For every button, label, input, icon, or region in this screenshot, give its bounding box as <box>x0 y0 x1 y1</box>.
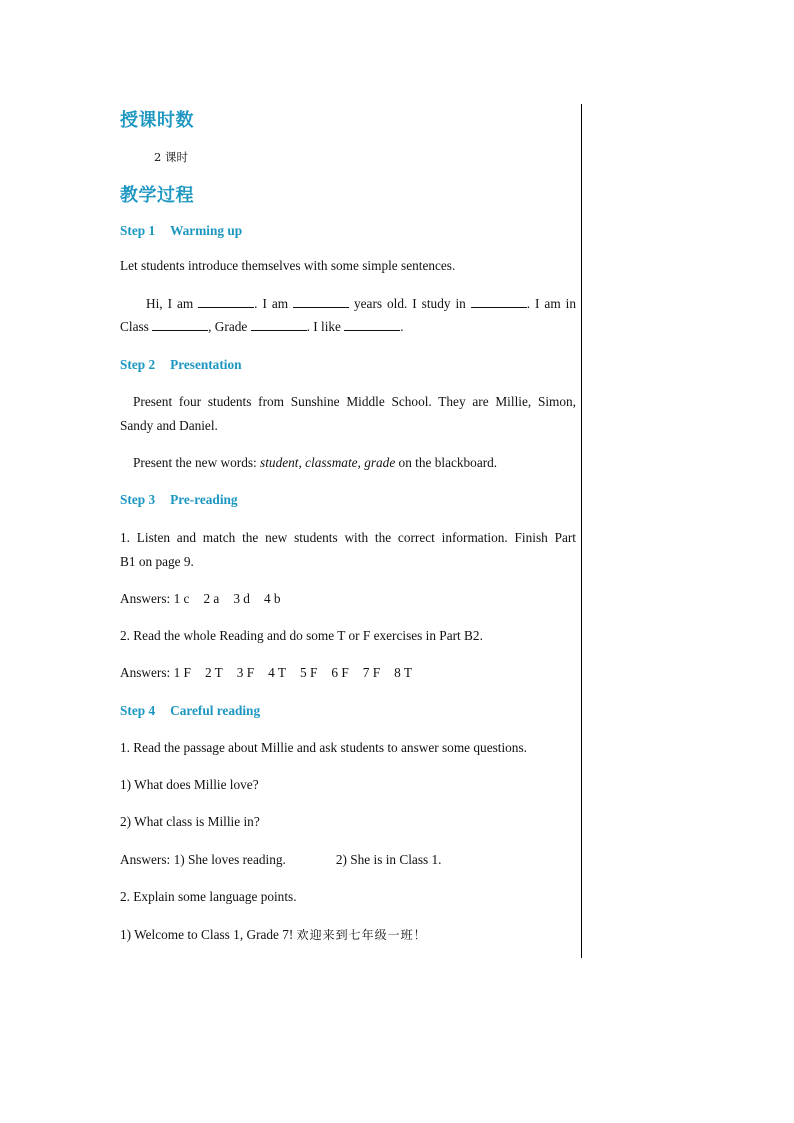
step4-subquestion2: 2) What class is Millie in? <box>120 814 260 829</box>
step4-subquestion1: 1) What does Millie love? <box>120 777 259 792</box>
step3-heading <box>120 492 576 508</box>
step4-number: Step 4 <box>120 703 156 718</box>
new-words: student, classmate, grade <box>260 455 396 470</box>
step4-language-point1: 1) Welcome to Class 1, Grade 7! 欢迎来到七年级一班！ <box>120 927 427 942</box>
step4-question2: 2. Explain some language points. <box>120 889 297 904</box>
step2-paragraph1-line2: Sandy and Daniel. <box>120 418 218 433</box>
step4-title: Careful reading <box>170 703 261 718</box>
step3-answers2: Answers: 1 F 2 T 3 F 4 T 5 F 6 F 7 F 8 T <box>120 665 413 680</box>
column-divider <box>581 104 582 958</box>
step1-title: Warming up <box>170 223 243 238</box>
step3-title: Pre-reading <box>170 492 238 507</box>
heading-teaching-process: 教学过程 <box>120 185 194 206</box>
step2-paragraph2: Present the new words: student, classmate, grade on the blackboard. <box>133 455 498 470</box>
step1-fill-line1: Hi, I am . I am years old. I study in . I am in <box>146 296 576 311</box>
step4-heading <box>120 703 576 719</box>
step2-heading <box>120 357 576 373</box>
teaching-hours-value: 2 课时 <box>154 150 188 164</box>
step1-number: Step 1 <box>120 223 156 238</box>
step3-number: Step 3 <box>120 492 156 507</box>
step1-intro: Let students introduce themselves with some simple sentences. <box>120 258 456 273</box>
blank-class <box>152 320 208 331</box>
step1-heading <box>120 223 576 239</box>
step3-answers1: Answers: 1 c 2 a 3 d 4 b <box>120 591 281 606</box>
heading-teaching-hours: 授课时数 <box>120 110 194 131</box>
chinese-translation: 欢迎来到七年级一班！ <box>296 928 427 942</box>
step2-number: Step 2 <box>120 357 156 372</box>
step3-question1-line2: B1 on page 9. <box>120 554 194 569</box>
blank-grade <box>251 320 307 331</box>
blank-age <box>293 297 349 308</box>
step1-fill-line2: Class , Grade . I like . <box>120 319 404 334</box>
blank-like <box>344 320 400 331</box>
step4-question1: 1. Read the passage about Millie and ask students to answer some questions. <box>120 740 527 755</box>
step2-title: Presentation <box>170 357 242 372</box>
step2-paragraph1-line1: Present four students from Sunshine Middle School. They are Millie, Simon, <box>133 394 576 409</box>
step4-answers: Answers: 1) She loves reading. 2) She is in Class 1. <box>120 852 442 867</box>
step3-question1-line1: 1. Listen and match the new students with the correct information. Finish Part <box>120 530 576 545</box>
blank-name <box>198 297 254 308</box>
step3-question2: 2. Read the whole Reading and do some T or F exercises in Part B2. <box>120 628 483 643</box>
blank-school <box>471 297 527 308</box>
